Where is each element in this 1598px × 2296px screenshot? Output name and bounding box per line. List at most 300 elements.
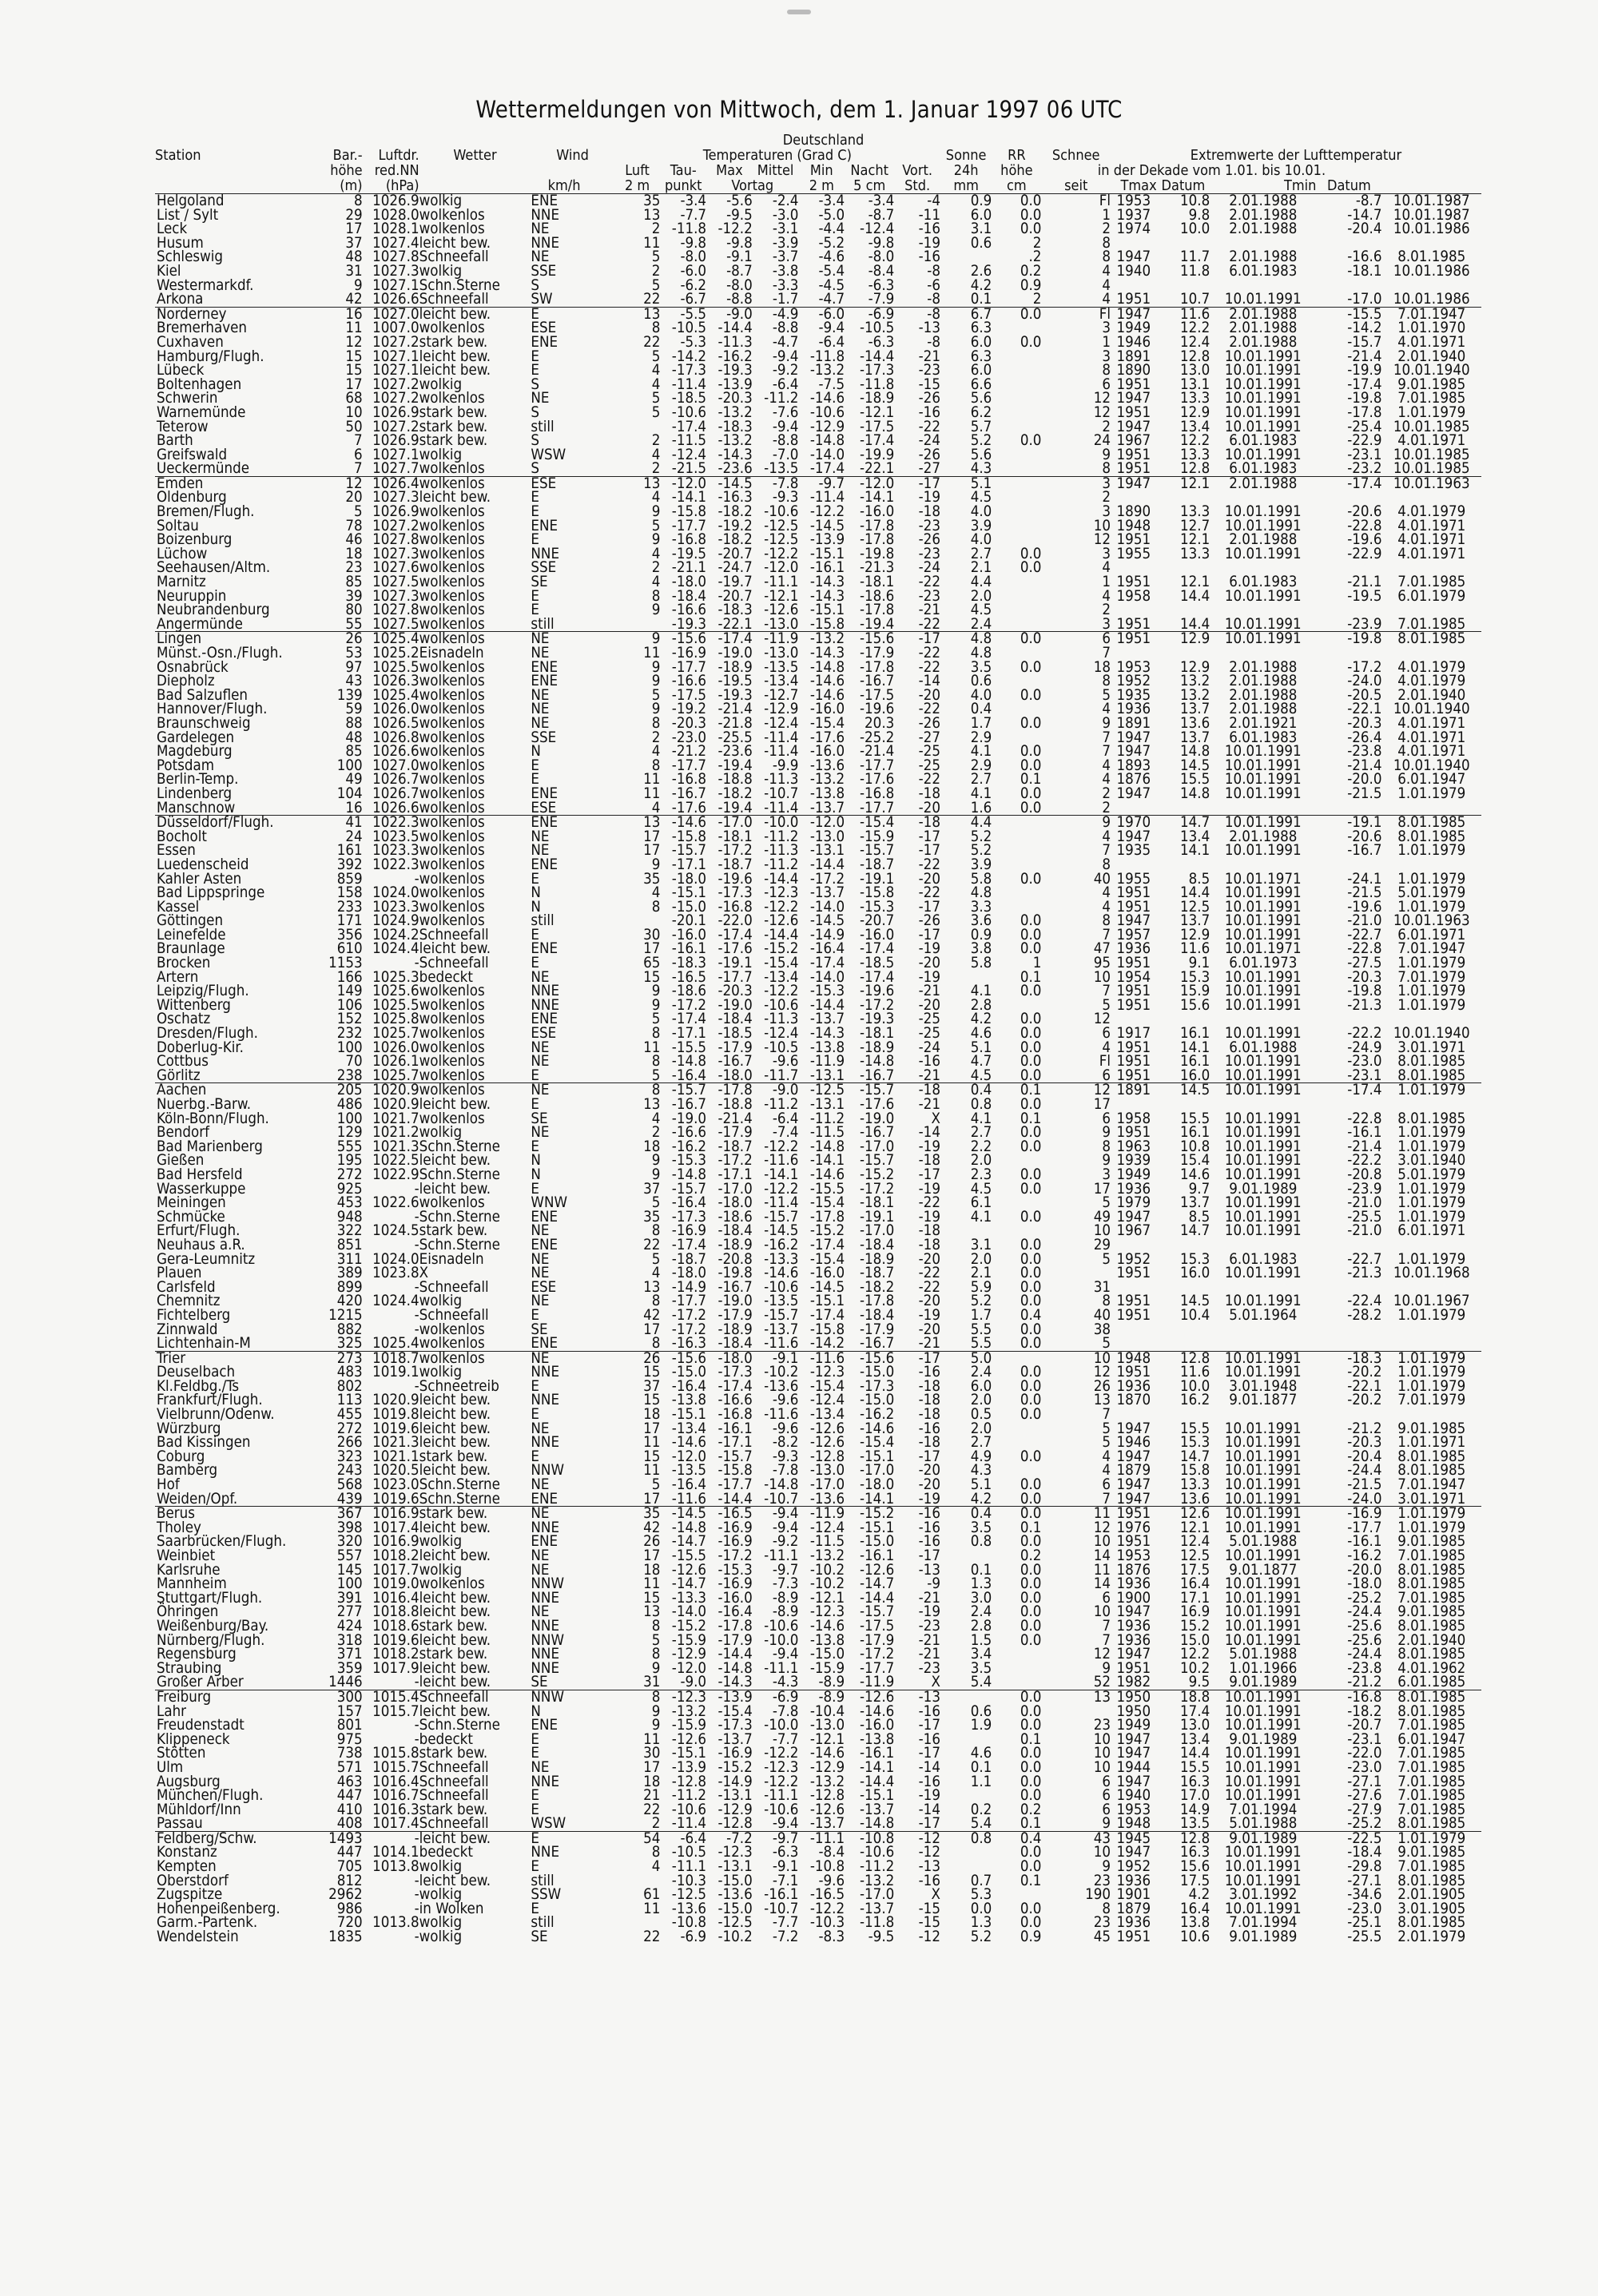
cell-sunshine: 6.0 xyxy=(970,1377,992,1395)
cell-precip: 0.0 xyxy=(1020,206,1042,224)
cell-precip: 0.0 xyxy=(1020,1561,1042,1579)
cell-temp-night: -11 xyxy=(918,206,940,224)
cell-wind-dir: NE xyxy=(531,701,550,718)
spacer-cell xyxy=(581,1803,614,1817)
cell-wind-speed: 5 xyxy=(651,1067,661,1084)
cell-dew-point: -20.8 xyxy=(718,1250,753,1268)
cell-dew-point: -18.4 xyxy=(718,1335,753,1353)
cell-wind-speed: 5 xyxy=(651,348,661,365)
cell-temp-max: -13.4 xyxy=(764,968,799,986)
cell-tmin: -18.4 xyxy=(1347,1844,1382,1861)
cell-temp-mean: -13.1 xyxy=(809,1067,845,1084)
cell-tmin: -23.0 xyxy=(1347,1053,1382,1071)
cell-station: Lichtenhain-M xyxy=(157,1335,251,1353)
cell-precip: 2 xyxy=(1032,291,1042,308)
cell-sunshine: 4.6 xyxy=(970,1745,992,1762)
cell-wind-dir: E xyxy=(531,1377,539,1395)
cell-station: Lindenberg xyxy=(157,785,233,802)
cell-bar-height: 243 xyxy=(336,1462,363,1480)
cell-since-year: 1940 xyxy=(1116,1787,1151,1805)
cell-wind-dir: N xyxy=(531,1702,541,1720)
cell-temp-max: -3.1 xyxy=(772,220,799,238)
cell-since-year: 1974 xyxy=(1116,220,1151,238)
cell-temp-night: -16 xyxy=(918,1053,940,1071)
cell-sunshine: 4.2 xyxy=(970,1011,992,1028)
table-row xyxy=(155,336,1481,350)
cell-temp-max: -7.8 xyxy=(772,1702,799,1720)
cell-tmax: 15.2 xyxy=(1180,1617,1210,1635)
cell-snow-depth: 4 xyxy=(1102,1448,1111,1465)
cell-wind-dir: NE xyxy=(531,1124,550,1142)
cell-tmin-date: 10.01.1985 xyxy=(1393,446,1470,463)
cell-station: Brocken xyxy=(157,955,211,972)
cell-temp-min: -12.6 xyxy=(860,1561,895,1579)
cell-temp-mean: -17.0 xyxy=(809,1476,845,1494)
cell-dew-point: -17.2 xyxy=(718,1547,753,1564)
cell-temp-mean: -8.4 xyxy=(818,1844,845,1861)
cell-temp-night: -21 xyxy=(918,1631,940,1649)
cell-tmin: -19.6 xyxy=(1347,898,1382,916)
cell-temp-min: -17.7 xyxy=(860,799,895,816)
cell-since-year: 1948 xyxy=(1116,517,1151,534)
cell-tmax-date: 10.01.1971 xyxy=(1224,870,1302,888)
cell-temp-air: -15.7 xyxy=(671,842,707,860)
cell-tmin-date: 7.01.1979 xyxy=(1397,968,1466,986)
cell-wind-speed: 2 xyxy=(651,559,661,577)
header-wind: Wind xyxy=(556,147,589,164)
cell-precip: 0.0 xyxy=(1020,870,1042,888)
cell-temp-max: -12.7 xyxy=(764,686,799,704)
cell-snow-depth: 14 xyxy=(1093,1575,1111,1593)
cell-temp-air: -11.4 xyxy=(671,1815,707,1833)
cell-bar-height: 272 xyxy=(336,1420,363,1437)
cell-temp-max: -12.2 xyxy=(764,1745,799,1762)
cell-tmin: -21.1 xyxy=(1347,574,1382,591)
cell-weather: wolkig xyxy=(419,1858,463,1876)
cell-dew-point: -12.2 xyxy=(718,220,753,238)
cell-station: Bendorf xyxy=(157,1124,209,1142)
cell-temp-max: -13.4 xyxy=(764,673,799,690)
cell-weather: wolkig xyxy=(419,1886,463,1904)
table-row xyxy=(155,1337,1481,1351)
cell-wind-speed: 37 xyxy=(643,1377,661,1395)
cell-tmax: 8.5 xyxy=(1188,870,1210,888)
cell-tmax: 4.2 xyxy=(1188,1886,1210,1904)
cell-wind-speed: 17 xyxy=(643,1490,661,1507)
cell-tmax: 14.8 xyxy=(1180,743,1210,761)
cell-temp-air: -15.7 xyxy=(671,1180,707,1198)
cell-temp-max: -11.1 xyxy=(764,1787,799,1805)
cell-temp-air: -15.9 xyxy=(671,1717,707,1734)
cell-tmin-date: 2.01.1940 xyxy=(1397,1631,1466,1649)
cell-since-year: 1951 xyxy=(1116,898,1151,916)
cell-dew-point: -18.7 xyxy=(718,856,753,873)
cell-sunshine: 5.2 xyxy=(970,842,992,860)
cell-temp-air: -14.7 xyxy=(671,1575,707,1593)
cell-temp-air: -16.4 xyxy=(671,1476,707,1494)
cell-tmax-date: 2.01.1988 xyxy=(1210,307,1316,321)
cell-wind-dir: E xyxy=(531,771,539,789)
cell-temp-air: -21.2 xyxy=(671,743,707,761)
cell-temp-air: -20.3 xyxy=(671,714,707,732)
table-row xyxy=(155,1238,1481,1253)
cell-temp-mean: -16.5 xyxy=(809,1886,845,1904)
cell-sunshine: 4.5 xyxy=(970,602,992,619)
cell-tmax-date: 2.01.1988 xyxy=(1229,701,1298,718)
cell-precip: 2 xyxy=(1032,234,1042,252)
spacer-cell xyxy=(581,1761,614,1775)
cell-temp-min: -17.5 xyxy=(860,418,895,435)
cell-tmax: 13.1 xyxy=(1180,375,1210,393)
cell-snow-depth: Fl xyxy=(1041,307,1111,321)
cell-weather: Schneefall xyxy=(419,1690,531,1704)
cell-precip: 0.0 xyxy=(1020,799,1042,816)
cell-tmax-date: 10.01.1991 xyxy=(1224,1364,1302,1381)
cell-station: Lingen xyxy=(155,632,308,646)
cell-temp-max: -14.8 xyxy=(764,1476,799,1494)
cell-station: Kl.Feldbg./Ts xyxy=(157,1377,240,1395)
cell-dew-point: -16.8 xyxy=(718,1406,753,1424)
cell-wind-dir: E xyxy=(531,1138,539,1155)
cell-temp-mean: -9.6 xyxy=(818,1872,845,1889)
header-station: Station xyxy=(155,147,201,164)
cell-bar-height: 48 xyxy=(345,248,363,266)
cell-tmin: -15.5 xyxy=(1316,307,1381,321)
cell-tmax: 10.7 xyxy=(1180,291,1210,308)
cell-dew-point: -12.8 xyxy=(718,1815,753,1833)
spacer-cell xyxy=(581,702,614,717)
cell-tmax-date: 6.01.1983 xyxy=(1229,574,1298,591)
cell-temp-min: -14.4 xyxy=(860,348,895,365)
cell-sunshine xyxy=(940,1549,992,1563)
cell-tmin: -17.4 xyxy=(1316,476,1381,491)
cell-dew-point: -15.2 xyxy=(718,1758,753,1776)
cell-bar-height: 42 xyxy=(345,291,363,308)
cell-snow-depth: 3 xyxy=(1102,348,1111,365)
cell-tmax: 10.0 xyxy=(1180,220,1210,238)
cell-wind-dir: NNW xyxy=(531,1575,564,1593)
cell-tmin: -28.2 xyxy=(1347,1306,1382,1324)
cell-pressure: 1025.2 xyxy=(372,645,419,661)
cell-bar-height: 420 xyxy=(336,1293,363,1310)
cell-precip: 0.0 xyxy=(1020,432,1042,450)
cell-dew-point: -17.2 xyxy=(718,842,753,860)
cell-tmax: 12.7 xyxy=(1180,517,1210,534)
cell-bar-height: 100 xyxy=(336,757,363,774)
cell-weather: leicht bew. xyxy=(419,1603,491,1621)
spacer-cell xyxy=(581,1323,614,1337)
cell-dew-point: -18.9 xyxy=(718,658,753,676)
cell-tmin-date: 8.01.1985 xyxy=(1381,816,1481,830)
spacer-cell xyxy=(581,519,614,534)
cell-temp-air: -14.9 xyxy=(671,1278,707,1296)
cell-temp-mean: -8.9 xyxy=(798,1690,845,1704)
cell-wind-speed: 4 xyxy=(651,574,661,591)
cell-wind-speed xyxy=(614,618,661,632)
cell-precip: 0.0 xyxy=(1020,1096,1042,1113)
cell-temp-night: -17 xyxy=(894,476,940,491)
cell-wind-speed: 4 xyxy=(651,489,661,506)
cell-weather: leicht bew. xyxy=(419,1392,491,1409)
cell-since-year: 1949 xyxy=(1116,1166,1151,1183)
cell-temp-min: -17.0 xyxy=(860,1222,895,1240)
cell-tmin-date: 1.01.1979 xyxy=(1397,898,1466,916)
cell-temp-night: -16 xyxy=(918,1364,940,1381)
cell-wind-speed: 2 xyxy=(651,729,661,746)
cell-wind-speed: 26 xyxy=(614,1351,661,1365)
cell-temp-min: -19.0 xyxy=(860,1110,895,1127)
page-title: Wettermeldungen von Mittwoch, dem 1. Januar 1997 06 UTC xyxy=(475,96,1123,123)
spacer-cell xyxy=(581,462,614,476)
cell-wind-dir: NE xyxy=(531,1603,550,1621)
cell-snow-depth: 2 xyxy=(1102,418,1111,435)
cell-dew-point: -19.5 xyxy=(718,673,753,690)
cell-weather: wolkenlos xyxy=(419,743,485,761)
cell-tmax: 10.2 xyxy=(1180,1659,1210,1677)
cell-precip: 0.0 xyxy=(1020,1858,1042,1876)
cell-temp-min: -19.1 xyxy=(860,870,895,888)
cell-tmax-date: 1.01.1966 xyxy=(1229,1659,1298,1677)
cell-since-year: 1951 xyxy=(1116,1533,1151,1551)
cell-wind-dir: SE xyxy=(531,1110,548,1127)
cell-temp-mean: -15.5 xyxy=(809,1180,845,1198)
cell-temp-min: -15.4 xyxy=(845,816,894,830)
cell-tmin: -24.4 xyxy=(1347,1462,1382,1480)
cell-weather: stark bew. xyxy=(419,1801,488,1818)
cell-temp-night: -26 xyxy=(918,714,940,732)
cell-temp-air: -17.2 xyxy=(671,1306,707,1324)
cell-tmin-date: 2.01.1979 xyxy=(1397,1929,1466,1946)
cell-temp-night: -14 xyxy=(918,1758,940,1776)
cell-precip: 0.1 xyxy=(1020,1730,1042,1748)
cell-wind-speed: 26 xyxy=(643,1533,661,1551)
cell-temp-max: -9.1 xyxy=(772,1858,799,1876)
cell-wind-dir: NE xyxy=(531,1083,580,1098)
cell-snow-depth: 5 xyxy=(1102,686,1111,704)
cell-wind-dir: E xyxy=(531,926,539,943)
cell-station: Hohenpeißenberg. xyxy=(157,1900,280,1917)
cell-station: Magdeburg xyxy=(157,743,233,761)
cell-temp-air: -9.0 xyxy=(680,1674,707,1691)
station-group xyxy=(155,1690,1481,1831)
cell-since-year: 1950 xyxy=(1111,1690,1157,1704)
spacer-cell xyxy=(581,1140,614,1154)
cell-weather: wolkenlos xyxy=(419,503,485,521)
cell-sunshine xyxy=(940,1845,992,1860)
cell-temp-night: -17 xyxy=(918,842,940,860)
cell-temp-min: -18.1 xyxy=(860,1025,895,1043)
cell-weather: wolkenlos xyxy=(419,856,485,873)
cell-precip xyxy=(992,830,1041,844)
cell-temp-min: -12.0 xyxy=(845,476,894,491)
cell-wind-dir: E xyxy=(531,362,539,379)
cell-bar-height: 232 xyxy=(336,1025,363,1043)
cell-sunshine: 6.2 xyxy=(970,403,992,421)
cell-snow-depth: 3 xyxy=(1102,615,1111,633)
cell-snow-depth: 6 xyxy=(1102,375,1111,393)
cell-tmax-date: 10.01.1991 xyxy=(1224,1900,1302,1917)
cell-weather: stark bew. xyxy=(419,333,488,351)
cell-precip: 0.0 xyxy=(1020,1138,1042,1155)
cell-tmin-date: 6.01.1947 xyxy=(1397,1730,1466,1748)
cell-dew-point: -18.6 xyxy=(718,1208,753,1225)
cell-wind-speed: 8 xyxy=(651,320,661,337)
cell-temp-night: -26 xyxy=(918,446,940,463)
cell-temp-min: -16.0 xyxy=(860,1717,895,1734)
cell-temp-mean: -14.0 xyxy=(809,898,845,916)
cell-weather: bedeckt xyxy=(419,1730,473,1748)
cell-dew-point: -16.2 xyxy=(718,348,753,365)
cell-bar-height: 325 xyxy=(336,1335,363,1353)
cell-tmax-date xyxy=(1210,1323,1316,1337)
cell-pressure: 1016.9 xyxy=(363,1507,419,1521)
cell-weather: wolkenlos xyxy=(419,912,485,930)
cell-bar-height: 720 xyxy=(336,1914,363,1932)
cell-tmax-date: 2.01.1988 xyxy=(1229,206,1298,224)
cell-tmin-date: 10.01.1940 xyxy=(1393,362,1470,379)
cell-tmax: 14.6 xyxy=(1180,1166,1210,1183)
cell-temp-mean: -4.4 xyxy=(818,220,845,238)
cell-since-year: 1951 xyxy=(1116,291,1151,308)
cell-bar-height: 166 xyxy=(336,968,363,986)
cell-temp-air: -11.8 xyxy=(671,220,707,238)
cell-sunshine: 5.5 xyxy=(970,1321,992,1338)
cell-sunshine: 5.9 xyxy=(970,1278,992,1296)
cell-precip xyxy=(992,618,1041,632)
cell-station: Boltenhagen xyxy=(157,375,242,393)
cell-temp-min: -15.6 xyxy=(845,632,894,646)
cell-bar-height: 371 xyxy=(336,1646,363,1663)
cell-temp-night: -23 xyxy=(918,587,940,605)
cell-temp-night: -20 xyxy=(918,1293,940,1310)
cell-pressure: 1021.3 xyxy=(372,1434,419,1452)
cell-dew-point: -17.0 xyxy=(706,816,753,830)
cell-temp-min: -15.0 xyxy=(860,1364,895,1381)
cell-since-year: 1935 xyxy=(1116,686,1151,704)
cell-temp-max: -14.4 xyxy=(764,926,799,943)
cell-temp-night: -19 xyxy=(918,1787,940,1805)
cell-temp-air: -15.6 xyxy=(660,1351,706,1365)
cell-temp-min: -11.8 xyxy=(860,1914,895,1932)
cell-tmax-date: 2.01.1988 xyxy=(1229,658,1298,676)
table-row xyxy=(155,1930,1481,1944)
table-row xyxy=(155,1069,1481,1083)
cell-tmax-date: 10.01.1991 xyxy=(1224,996,1302,1014)
cell-temp-max: -13.5 xyxy=(764,460,799,478)
cell-snow-depth: 95 xyxy=(1093,955,1111,972)
cell-temp-air: -12.5 xyxy=(671,1886,707,1904)
cell-tmin: -25.2 xyxy=(1347,1815,1382,1833)
cell-temp-air: -16.5 xyxy=(671,968,707,986)
cell-wind-speed: 35 xyxy=(614,194,661,209)
cell-tmin: -17.0 xyxy=(1347,291,1382,308)
cell-station: Norderney xyxy=(155,307,308,321)
cell-wind-dir: E xyxy=(531,1448,539,1465)
cell-temp-night: -18 xyxy=(918,1377,940,1395)
cell-since-year: 1947 xyxy=(1116,1745,1151,1762)
cell-dew-point: -18.0 xyxy=(718,1067,753,1084)
cell-tmax-date: 10.01.1991 xyxy=(1224,1152,1302,1170)
cell-temp-max: -7.6 xyxy=(772,403,799,421)
cell-pressure: 1026.5 xyxy=(372,714,419,732)
cell-snow-depth: 6 xyxy=(1102,1589,1111,1607)
cell-temp-air: -16.9 xyxy=(671,645,707,661)
cell-pressure: 1020.9 xyxy=(363,1083,419,1098)
cell-pressure: 1026.6 xyxy=(372,291,419,308)
cell-snow-depth: 9 xyxy=(1102,1152,1111,1170)
cell-pressure: 1025.5 xyxy=(372,996,419,1014)
cell-tmin-date: 1.01.1979 xyxy=(1397,1208,1466,1225)
cell-wind-dir: still xyxy=(531,615,555,633)
cell-tmin: -23.1 xyxy=(1347,446,1382,463)
cell-since-year: 1952 xyxy=(1116,673,1151,690)
cell-precip: 0.0 xyxy=(1020,1377,1042,1395)
cell-temp-max: -12.2 xyxy=(764,1138,799,1155)
cell-temp-min: -17.8 xyxy=(860,602,895,619)
cell-temp-mean: -12.8 xyxy=(809,1787,845,1805)
cell-temp-air: -13.8 xyxy=(671,1392,707,1409)
cell-temp-air: -12.0 xyxy=(671,1448,707,1465)
cell-station: Arkona xyxy=(157,291,204,308)
cell-tmin: -22.8 xyxy=(1347,1110,1382,1127)
cell-tmax: 8.5 xyxy=(1188,1208,1210,1225)
station-group xyxy=(155,1351,1481,1507)
cell-dew-point: -18.2 xyxy=(718,503,753,521)
cell-weather: Schneefall xyxy=(419,926,489,943)
cell-station: Wittenberg xyxy=(157,996,231,1014)
cell-wind-speed: 18 xyxy=(643,1773,661,1790)
cell-weather: bedeckt xyxy=(419,968,473,986)
cell-snow-depth: 3 xyxy=(1102,545,1111,562)
spacer-cell xyxy=(581,1012,614,1027)
cell-temp-night: -16 xyxy=(918,1702,940,1720)
cell-tmax-date: 6.01.1983 xyxy=(1229,460,1298,478)
cell-temp-max: -8.2 xyxy=(772,1434,799,1452)
cell-since-year: 1951 xyxy=(1116,1364,1151,1381)
cell-tmax-date: 10.01.1991 xyxy=(1224,1844,1302,1861)
cell-tmin-date: 4.01.1971 xyxy=(1397,729,1466,746)
cell-tmax: 10.4 xyxy=(1180,1306,1210,1324)
cell-wind-speed: 17 xyxy=(643,1420,661,1437)
cell-wind-speed: 13 xyxy=(614,307,661,321)
cell-station: Soltau xyxy=(157,517,199,534)
cell-sunshine: 4.8 xyxy=(970,645,992,661)
cell-sunshine: 5.2 xyxy=(970,1929,992,1946)
cell-dew-point: -13.9 xyxy=(718,375,753,393)
cell-wind-speed: 8 xyxy=(651,1293,661,1310)
cell-temp-mean: -13.0 xyxy=(809,1717,845,1734)
cell-weather: leicht bew. xyxy=(419,307,531,321)
spacer-cell xyxy=(581,900,614,915)
cell-temp-min: -17.3 xyxy=(860,362,895,379)
cell-temp-mean: -10.3 xyxy=(809,1914,845,1932)
cell-sunshine: 6.6 xyxy=(970,375,992,393)
cell-temp-air: -14.8 xyxy=(671,1053,707,1071)
cell-weather: Schneefall xyxy=(419,955,489,972)
cell-wind-dir: ENE xyxy=(531,856,559,873)
cell-snow-depth: 10 xyxy=(1093,1533,1111,1551)
cell-temp-min: -15.2 xyxy=(845,1507,894,1521)
cell-dew-point: -22.0 xyxy=(718,912,753,930)
cell-tmin: -21.0 xyxy=(1347,1222,1382,1240)
cell-since-year: 1947 xyxy=(1116,1420,1151,1437)
cell-precip: 0.0 xyxy=(1020,1702,1042,1720)
cell-wind-speed: 4 xyxy=(651,1110,661,1127)
cell-sunshine: 2.1 xyxy=(970,1265,992,1282)
cell-tmax: 13.2 xyxy=(1180,686,1210,704)
cell-wind-dir: ESE xyxy=(531,799,557,816)
cell-since-year: 1949 xyxy=(1116,320,1151,337)
